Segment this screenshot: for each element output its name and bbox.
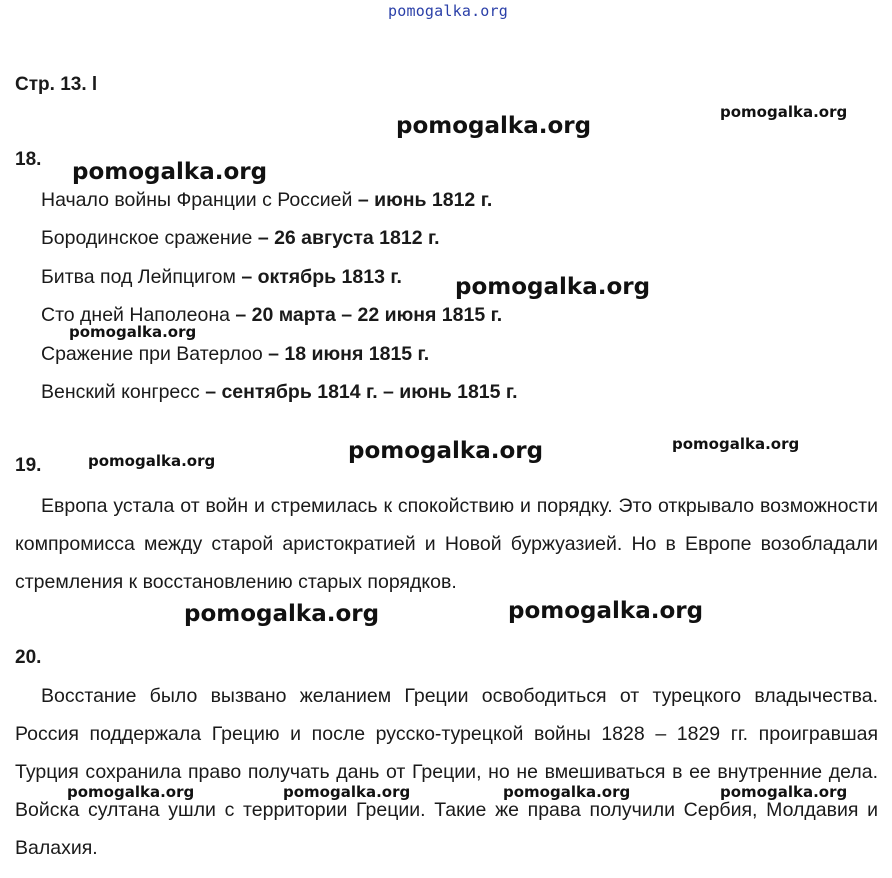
event-item <box>41 258 518 296</box>
watermark: pomogalka.org <box>672 435 800 453</box>
watermark: pomogalka.org <box>720 783 848 801</box>
watermark: pomogalka.org <box>88 452 216 470</box>
event-name: Битва под Лейпцигом <box>41 265 236 288</box>
watermark: pomogalka.org <box>72 159 268 185</box>
task-20-answer: Восстание было вызвано желанием Греции освободиться от турецкого владычества. Россия поддержала Грецию и после русско-турецкой войны 1828 – 1829 гг. проигравшая Турция сохранила право получать дань от Греции, но не вмешиваться в ее внутренние дела. Войска султана ушли с территории Греции. Такие же права получили Сербия, Молдавия и Валахия. <box>15 685 878 859</box>
watermark: pomogalka.org <box>503 783 631 801</box>
event-item <box>41 181 518 219</box>
event-name: Венский конгресс <box>41 380 200 403</box>
event-date: – 20 марта – 22 июня 1815 г. <box>235 304 503 327</box>
event-name: Сражение при Ватерлоо <box>41 342 263 365</box>
watermark: pomogalka.org <box>184 601 380 627</box>
watermark: pomogalka.org <box>283 783 411 801</box>
watermark: pomogalka.org <box>348 438 544 464</box>
watermark: pomogalka.org <box>455 274 651 300</box>
watermark: pomogalka.org <box>720 103 848 121</box>
task-19-number: 19. <box>15 455 42 476</box>
event-item <box>41 373 518 411</box>
event-date: – июнь 1812 г. <box>357 189 493 211</box>
watermark: pomogalka.org <box>69 323 197 341</box>
page-heading: Стр. 13. l <box>15 74 98 95</box>
task-19-answer: Европа устала от войн и стремилась к спокойствию и порядку. Это открывало возможности компромисса между старой аристократией и Новой буржуазией. Но в Европе возобладали стремления к восстановлению старых порядков. <box>15 495 878 593</box>
event-date: – октябрь 1813 г. <box>241 265 402 288</box>
event-name: Сто дней Наполеона <box>41 304 230 327</box>
site-link[interactable]: pomogalka.org <box>388 2 508 20</box>
watermark: pomogalka.org <box>508 598 704 624</box>
event-name: Бородинское сражение <box>41 227 253 250</box>
event-item <box>41 219 518 257</box>
watermark: pomogalka.org <box>396 113 592 139</box>
event-name: Начало войны Франции с Россией <box>41 189 353 211</box>
event-list <box>41 181 518 411</box>
event-date: – 26 августа 1812 г. <box>257 227 440 250</box>
task-20-number: 20. <box>15 647 42 668</box>
event-date: – 18 июня 1815 г. <box>268 342 430 365</box>
watermark: pomogalka.org <box>67 783 195 801</box>
event-date: – сентябрь 1814 г. – июнь 1815 г. <box>205 380 518 403</box>
task-18-number: 18. <box>15 149 42 170</box>
